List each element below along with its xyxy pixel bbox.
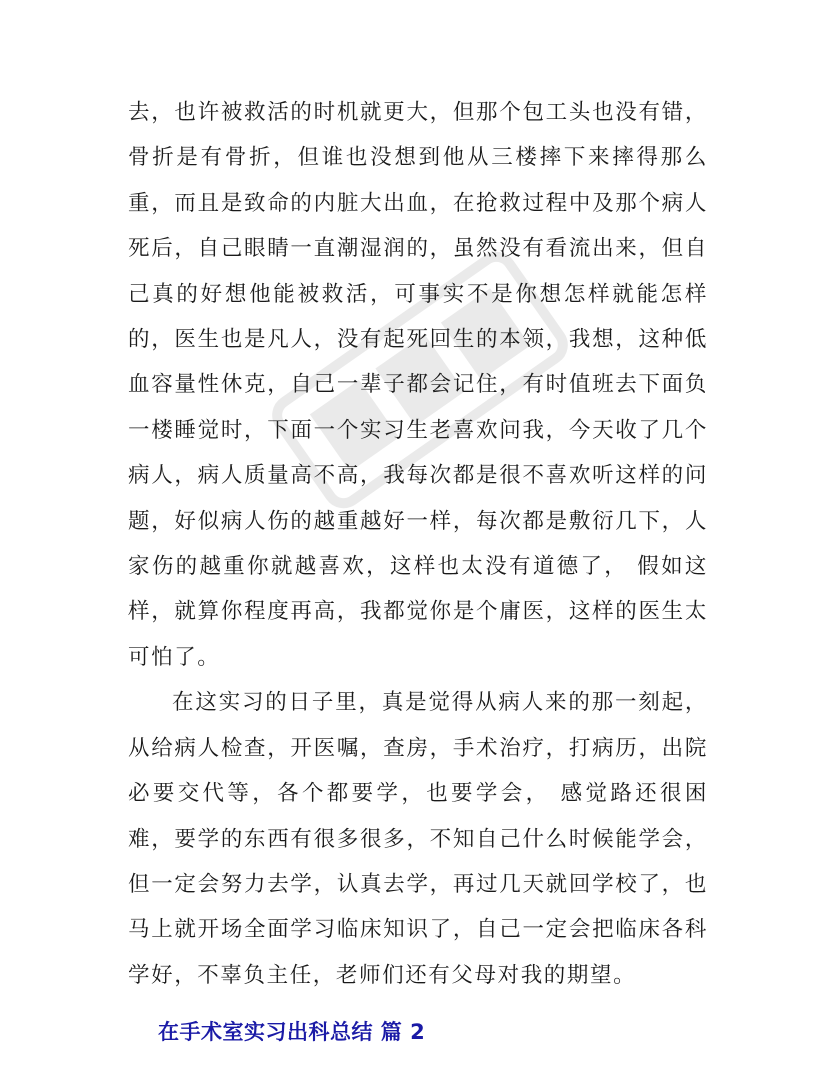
paragraph-2: 在这实习的日子里，真是觉得从病人来的那一刻起，从给病人检查，开医嘱，查房，手术治疗，打病历，出院必要交代等，各个都要学，也要学会， 感觉路还很困难，要学的东西有很多很多，不知自己什么时候能学会，但一定会努力去学，认真去学，再过几天就回学校了，也马上就开场全面学习临床知识了，自己一定会把临床各科学好，不辜负主任，老师们还有父母对我的期望。 (128, 690, 708, 988)
section-heading: 在手术室实习出科总结 篇 2 (158, 1020, 426, 1045)
document-body (128, 90, 708, 1046)
paragraph-1: 去，也许被救活的时机就更大，但那个包工头也没有错，骨折是有骨折，但谁也没想到他从三楼摔下来摔得那么重，而且是致命的内脏大出血，在抢救过程中及那个病人死后，自己眼睛一直潮湿润的，虽然没有看流出来，但自己真的好想他能被救活，可事实不是你想怎样就能怎样的，医生也是凡人，没有起死回生的本领，我想，这种低血容量性休克，自己一辈子都会记住，有时值班去下面负一楼睡觉时，下面一个实习生老喜欢问我，今天收了几个病人，病人质量高不高，我每次都是很不喜欢听这样的问题，好似病人伤的越重越好一样，每次都是敷衍几下，人家伤的越重你就越喜欢，这样也太没有道德了， 假如这样，就算你程度再高，我都觉你是个庸医，这样的医生太可怕了。 (128, 100, 708, 670)
